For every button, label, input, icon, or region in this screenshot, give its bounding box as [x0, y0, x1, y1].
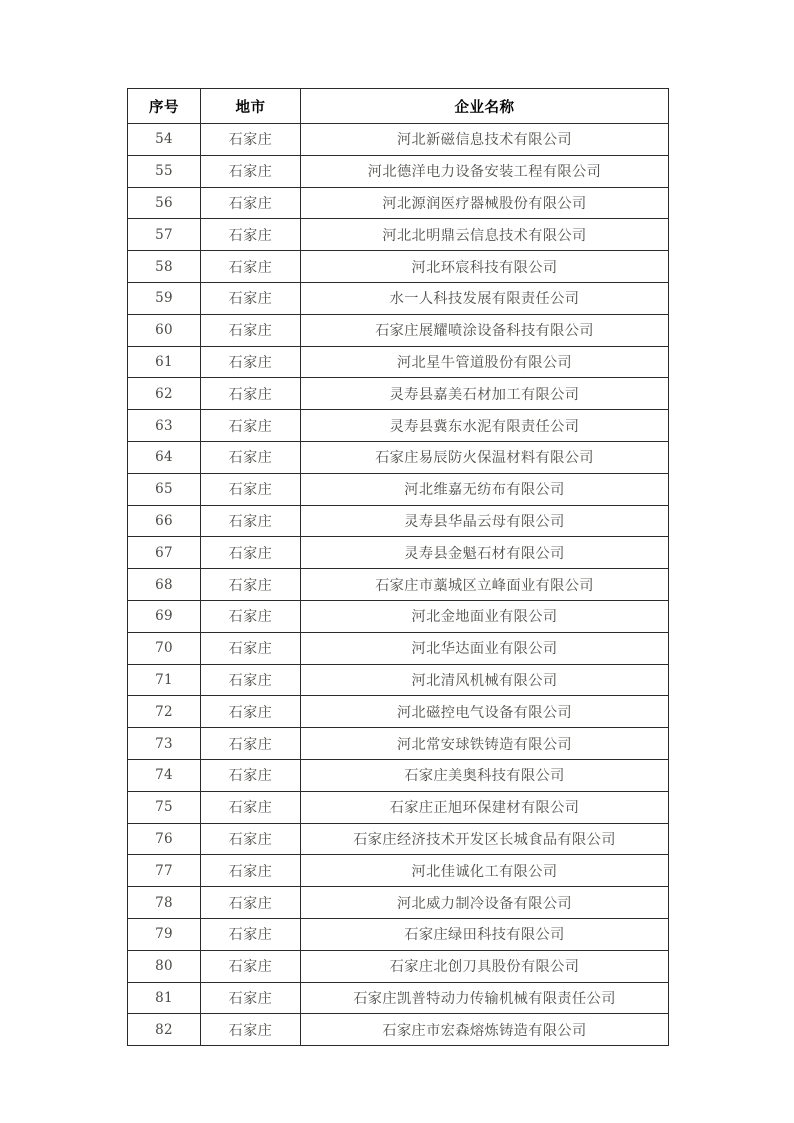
- table-row: [128, 823, 669, 855]
- cell-city: 石家庄: [201, 632, 301, 664]
- cell-enterprise-name: 水一人科技发展有限责任公司: [301, 282, 669, 314]
- cell-enterprise-name: 石家庄北创刀具股份有限公司: [301, 950, 669, 982]
- cell-sequence: 64: [128, 441, 201, 473]
- cell-sequence: 81: [128, 982, 201, 1014]
- cell-enterprise-name: 石家庄市藁城区立峰面业有限公司: [301, 569, 669, 601]
- cell-sequence: 63: [128, 410, 201, 442]
- cell-enterprise-name: 石家庄美奥科技有限公司: [301, 759, 669, 791]
- table-row: [128, 473, 669, 505]
- cell-sequence: 69: [128, 600, 201, 632]
- cell-city: 石家庄: [201, 155, 301, 187]
- cell-city: 石家庄: [201, 887, 301, 919]
- table-row: [128, 219, 669, 251]
- cell-sequence: 54: [128, 124, 201, 156]
- cell-enterprise-name: 河北源润医疗器械股份有限公司: [301, 187, 669, 219]
- cell-sequence: 61: [128, 346, 201, 378]
- table-row: [128, 950, 669, 982]
- table-row: [128, 569, 669, 601]
- cell-enterprise-name: 石家庄凯普特动力传输机械有限责任公司: [301, 982, 669, 1014]
- cell-enterprise-name: 灵寿县华晶云母有限公司: [301, 505, 669, 537]
- cell-city: 石家庄: [201, 505, 301, 537]
- cell-city: 石家庄: [201, 728, 301, 760]
- table-row: [128, 664, 669, 696]
- cell-enterprise-name: 灵寿县金魁石材有限公司: [301, 537, 669, 569]
- cell-sequence: 58: [128, 251, 201, 283]
- cell-sequence: 68: [128, 569, 201, 601]
- cell-sequence: 72: [128, 696, 201, 728]
- cell-sequence: 62: [128, 378, 201, 410]
- cell-sequence: 71: [128, 664, 201, 696]
- table-row: [128, 441, 669, 473]
- cell-sequence: 82: [128, 1014, 201, 1046]
- cell-city: 石家庄: [201, 600, 301, 632]
- cell-sequence: 67: [128, 537, 201, 569]
- table-row: [128, 282, 669, 314]
- cell-city: 石家庄: [201, 537, 301, 569]
- table-row: [128, 982, 669, 1014]
- cell-enterprise-name: 河北德洋电力设备安装工程有限公司: [301, 155, 669, 187]
- table-row: [128, 600, 669, 632]
- table-row: [128, 314, 669, 346]
- cell-sequence: 79: [128, 918, 201, 950]
- cell-city: 石家庄: [201, 1014, 301, 1046]
- cell-sequence: 74: [128, 759, 201, 791]
- table-row: [128, 505, 669, 537]
- table-row: [128, 855, 669, 887]
- cell-city: 石家庄: [201, 378, 301, 410]
- table-row: [128, 759, 669, 791]
- cell-enterprise-name: 河北威力制冷设备有限公司: [301, 887, 669, 919]
- table-row: [128, 155, 669, 187]
- cell-enterprise-name: 石家庄易辰防火保温材料有限公司: [301, 441, 669, 473]
- table-row: [128, 696, 669, 728]
- cell-sequence: 56: [128, 187, 201, 219]
- table-header-row: [128, 89, 669, 124]
- cell-sequence: 73: [128, 728, 201, 760]
- table-row: [128, 887, 669, 919]
- table-row: [128, 918, 669, 950]
- cell-enterprise-name: 河北常安球铁铸造有限公司: [301, 728, 669, 760]
- cell-city: 石家庄: [201, 791, 301, 823]
- cell-sequence: 59: [128, 282, 201, 314]
- cell-enterprise-name: 河北华达面业有限公司: [301, 632, 669, 664]
- cell-sequence: 77: [128, 855, 201, 887]
- table-row: [128, 632, 669, 664]
- table-row: [128, 124, 669, 156]
- cell-city: 石家庄: [201, 410, 301, 442]
- cell-city: 石家庄: [201, 314, 301, 346]
- table-header: [128, 89, 669, 124]
- cell-enterprise-name: 灵寿县冀东水泥有限责任公司: [301, 410, 669, 442]
- cell-city: 石家庄: [201, 664, 301, 696]
- cell-enterprise-name: 河北环宸科技有限公司: [301, 251, 669, 283]
- cell-city: 石家庄: [201, 346, 301, 378]
- cell-sequence: 75: [128, 791, 201, 823]
- table-row: [128, 410, 669, 442]
- cell-enterprise-name: 灵寿县嘉美石材加工有限公司: [301, 378, 669, 410]
- cell-city: 石家庄: [201, 982, 301, 1014]
- cell-city: 石家庄: [201, 219, 301, 251]
- cell-enterprise-name: 河北金地面业有限公司: [301, 600, 669, 632]
- cell-enterprise-name: 河北新磁信息技术有限公司: [301, 124, 669, 156]
- cell-city: 石家庄: [201, 855, 301, 887]
- cell-city: 石家庄: [201, 473, 301, 505]
- table-row: [128, 537, 669, 569]
- cell-sequence: 66: [128, 505, 201, 537]
- cell-sequence: 57: [128, 219, 201, 251]
- cell-enterprise-name: 河北清风机械有限公司: [301, 664, 669, 696]
- enterprise-listing-table: [127, 88, 669, 1046]
- cell-city: 石家庄: [201, 759, 301, 791]
- cell-enterprise-name: 河北维嘉无纺布有限公司: [301, 473, 669, 505]
- cell-city: 石家庄: [201, 282, 301, 314]
- table-row: [128, 728, 669, 760]
- column-header-city: 地市: [201, 89, 301, 124]
- cell-enterprise-name: 河北佳诚化工有限公司: [301, 855, 669, 887]
- cell-enterprise-name: 石家庄市宏森熔炼铸造有限公司: [301, 1014, 669, 1046]
- table-row: [128, 378, 669, 410]
- cell-city: 石家庄: [201, 569, 301, 601]
- cell-sequence: 76: [128, 823, 201, 855]
- cell-city: 石家庄: [201, 251, 301, 283]
- cell-enterprise-name: 石家庄绿田科技有限公司: [301, 918, 669, 950]
- cell-city: 石家庄: [201, 124, 301, 156]
- cell-city: 石家庄: [201, 918, 301, 950]
- cell-sequence: 70: [128, 632, 201, 664]
- cell-enterprise-name: 河北星牛管道股份有限公司: [301, 346, 669, 378]
- table-body: [128, 124, 669, 1046]
- cell-enterprise-name: 河北磁控电气设备有限公司: [301, 696, 669, 728]
- table-row: [128, 346, 669, 378]
- cell-sequence: 80: [128, 950, 201, 982]
- enterprise-listing-table-container: [127, 88, 668, 1046]
- cell-sequence: 55: [128, 155, 201, 187]
- table-row: [128, 187, 669, 219]
- cell-enterprise-name: 河北北明鼎云信息技术有限公司: [301, 219, 669, 251]
- cell-city: 石家庄: [201, 441, 301, 473]
- cell-sequence: 60: [128, 314, 201, 346]
- column-header-enterprise-name: 企业名称: [301, 89, 669, 124]
- cell-sequence: 78: [128, 887, 201, 919]
- column-header-sequence: 序号: [128, 89, 201, 124]
- cell-city: 石家庄: [201, 696, 301, 728]
- table-row: [128, 251, 669, 283]
- cell-sequence: 65: [128, 473, 201, 505]
- cell-enterprise-name: 石家庄经济技术开发区长城食品有限公司: [301, 823, 669, 855]
- cell-city: 石家庄: [201, 823, 301, 855]
- cell-enterprise-name: 石家庄展耀喷涂设备科技有限公司: [301, 314, 669, 346]
- table-row: [128, 791, 669, 823]
- cell-city: 石家庄: [201, 187, 301, 219]
- table-row: [128, 1014, 669, 1046]
- cell-city: 石家庄: [201, 950, 301, 982]
- cell-enterprise-name: 石家庄正旭环保建材有限公司: [301, 791, 669, 823]
